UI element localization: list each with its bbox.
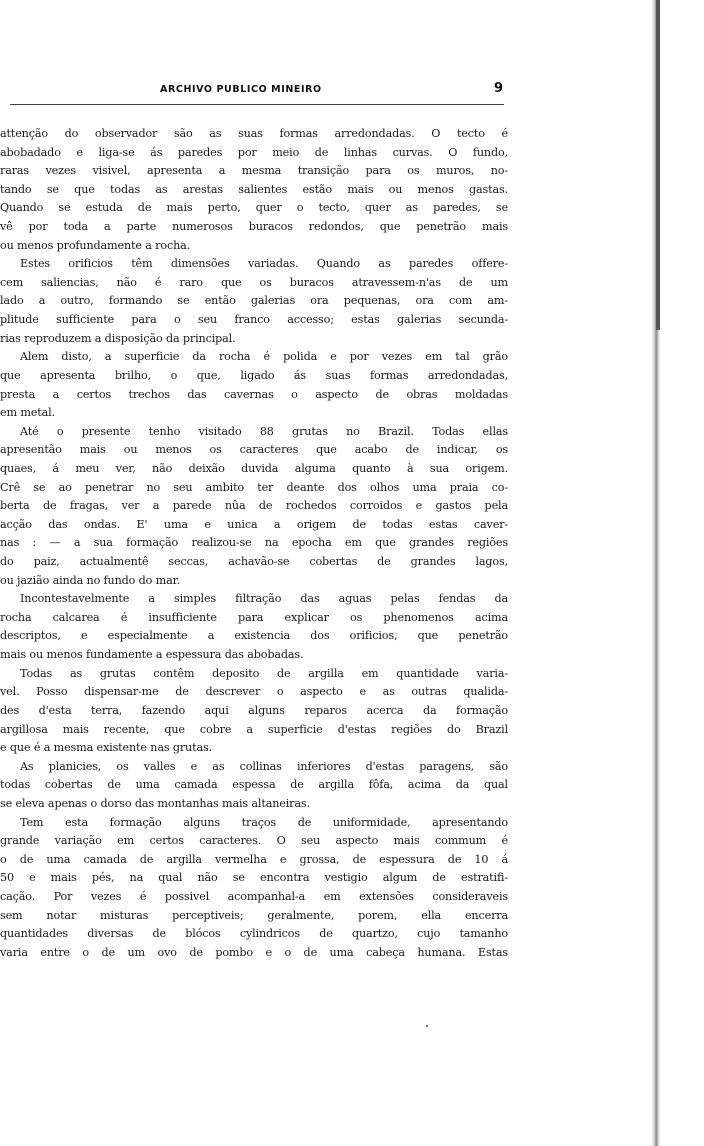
header-rule	[10, 104, 504, 105]
text-line: lado a outro, formando se então galerias ora pequenas, ora com am-	[0, 294, 508, 308]
body-text	[0, 125, 508, 962]
text-line: que apresenta brilho, o que, ligado ás suas formas arredondadas,	[0, 368, 508, 382]
text-line: ou menos profundamente a rocha.	[0, 238, 191, 252]
text-line: todas cobertas de uma camada espessa de argilla fôfa, acima da qual	[0, 778, 508, 792]
text-line: quaes, á meu ver, não deixão duvida alguma quanto à sua origem.	[0, 461, 508, 475]
text-line: attenção do observador são as suas formas arredondadas. O tecto é	[0, 127, 508, 140]
text-line: mais ou menos fundamente a espessura das abobadas.	[0, 648, 304, 662]
text-line: do paiz, actualmentê seccas, achavão-se cobertas de grandes lagos,	[0, 555, 508, 569]
text-line: As planicies, os valles e as collinas inferiores d'estas paragens, são	[20, 759, 508, 773]
running-title: ARCHIVO PUBLICO MINEIRO	[160, 84, 322, 95]
text-line: varia entre o de um ovo de pombo e o de uma cabeça humana. Estas	[0, 945, 508, 959]
text-line: em metal.	[0, 406, 55, 420]
text-line: Quando se estuda de mais perto, quer o tecto, quer as paredes, se	[0, 201, 508, 215]
text-line: berta de fragas, ver a parede nûa de rochedos corroidos e gastos pela	[0, 499, 508, 513]
text-line: tando se que todas as arestas salientes estão mais ou menos gastas.	[0, 182, 508, 196]
text-line: grande variação em certos caracteres. O seu aspecto mais commum é	[0, 834, 508, 848]
text-line: sem notar misturas perceptiveis; geralmente, porem, ella encerra	[0, 908, 508, 922]
page-header	[0, 81, 512, 104]
text-line: se eleva apenas o dorso das montanhas mais altaneiras.	[0, 796, 310, 810]
book-spine-edge	[656, 0, 660, 330]
text-line: ou jazião ainda no fundo do mar.	[0, 573, 181, 587]
ink-speck	[426, 1025, 428, 1027]
text-line: plitude sufficiente para o seu franco accesso; estas galerias secunda-	[0, 313, 508, 327]
text-line: Alem disto, a superficie da rocha é polida e por vezes em tal grão	[20, 350, 508, 364]
text-line: e que é a mesma existente nas grutas.	[0, 741, 212, 755]
text-line: vel. Posso dispensar-me de descrever o aspecto e as outras qualida-	[0, 685, 508, 699]
text-line: Estes orificios têm dimensões variadas. Quando as paredes offere-	[20, 257, 508, 271]
text-line: abobadado e liga-se ás paredes por meio de linhas curvas. O fundo,	[0, 145, 508, 159]
text-line: Incontestavelmente a simples filtração das aguas pelas fendas da	[20, 592, 508, 606]
text-line: rias reproduzem a disposição da principal.	[0, 331, 236, 345]
text-line: 50 e mais pés, na qual não se encontra vestigio algum de estratifi-	[0, 871, 508, 885]
page-number: 9	[494, 81, 504, 96]
text-line: cação. Por vezes é possivel acompanhal-a em extensões consideraveis	[0, 889, 508, 903]
text-line: cem saliencias, não é raro que os buracos atravessem-n'as de um	[0, 275, 508, 289]
text-line: acção das ondas. E' uma e unica a origem de todas estas caver-	[0, 517, 508, 531]
text-line: Até o presente tenho visitado 88 grutas no Brazil. Todas ellas	[20, 424, 508, 438]
text-line: rocha calcarea é insufficiente para explicar os phenomenos acima	[0, 610, 508, 624]
text-line: descriptos, e especialmente a existencia dos orificios, que penetrão	[0, 629, 508, 643]
text-line: argillosa mais recente, que cobre a superficie d'estas regiões do Brazil	[0, 722, 508, 736]
text-line: Crê se ao penetrar no seu ambito ter deante dos olhos uma praia co-	[0, 480, 508, 494]
text-line: Tem esta formação alguns traços de uniformidade, apresentando	[20, 815, 508, 829]
text-line: vê por toda a parte numerosos buracos redondos, que penetrão mais	[0, 220, 508, 234]
text-line: o de uma camada de argilla vermelha e grossa, de espessura de 10 á	[0, 852, 508, 866]
text-line: presta a certos trechos das cavernas o aspecto de obras moldadas	[0, 387, 508, 401]
text-line: raras vezes visivel, apresenta a mesma transição para os muros, no-	[0, 164, 508, 178]
text-line: apresentão mais ou menos os caracteres que acabo de indicar, os	[0, 443, 508, 457]
text-line: nas : — a sua formação realizou-se na epocha em que grandes regiões	[0, 536, 508, 550]
text-line: Todas as grutas contêm deposito de argilla em quantidade varia-	[20, 666, 508, 680]
text-line: des d'esta terra, fazendo aqui alguns reparos acerca da formação	[0, 703, 508, 717]
text-line: quantidades diversas de blócos cylindricos de quartzo, cujo tamanho	[0, 927, 508, 941]
